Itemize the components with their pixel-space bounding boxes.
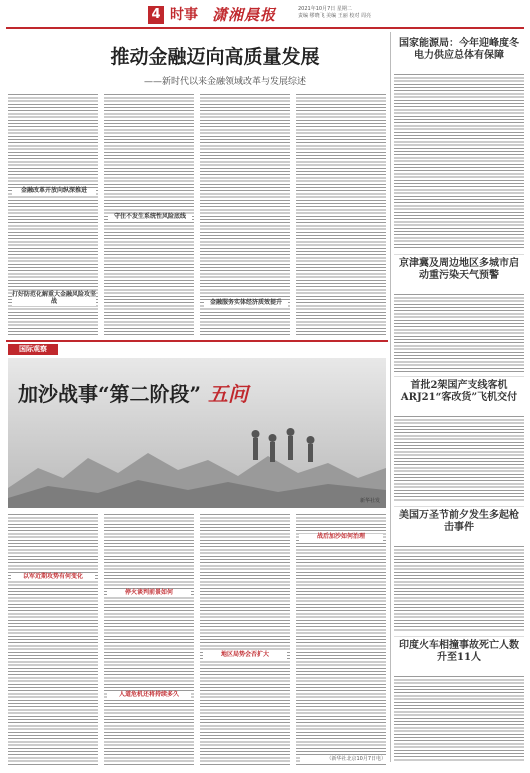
masthead-logo: 潇湘晨报 [212,6,277,24]
lead-body [8,92,388,337]
feature-subhead-4: 地区局势会否扩大 [203,652,287,659]
right-column [394,34,524,764]
lead-subhead-2: 守住不发生系统性风险底线 [108,214,192,221]
story4-title: 美国万圣节前夕发生多起枪击事件 [399,510,519,533]
feature-body [8,512,388,767]
section-name: 时事 [170,7,198,23]
story1-title: 国家能源局：今年迎峰度冬电力供应总体有保障 [399,38,519,61]
story4-body [394,544,524,632]
lead-subhead-3: 金融服务实体经济质效提升 [204,300,288,307]
story5-title: 印度火车相撞事故死亡人数升至11人 [399,640,519,663]
issue-date: 2021年10月7日 星期二 [298,6,352,12]
header-bar [148,6,518,28]
feature-column-3 [200,512,290,767]
feature-subhead-2: 停火谈判前景如何 [107,590,191,597]
lead-subhead-4: 打好防范化解重大金融风险攻坚战 [12,291,97,305]
lead-subtitle: ——新时代以来金融领域改革与发展综述 [143,77,306,87]
story2-body [394,292,524,372]
story-divider [394,506,524,507]
photo-caption: 新华社发 [359,498,380,504]
feature-photo [8,358,386,508]
story5-body [394,674,524,762]
feature-subhead-5: 战后加沙如何治理 [299,534,383,541]
feature-top-rule [6,340,388,342]
header-rule [6,27,524,29]
story2-title: 京津冀及周边地区多城市启动重污染天气预警 [399,258,519,281]
story3-title: 首批2架国产支线客机ARJ21“客改货”飞机交付 [400,380,518,403]
feature-subhead-1: 以军近期攻势有何变化 [11,574,95,581]
feature-title-accent: 五问 [207,382,248,406]
feature-title-main: 加沙战事“第二阶段” [18,382,202,406]
story3-body [394,414,524,502]
feature-subhead-3: 人道危机还将持续多久 [107,692,191,699]
page-number: 4 [148,6,164,24]
feature-band-label: 国际观察 [8,344,58,355]
feature-title [18,378,248,407]
story-divider [394,254,524,255]
story-divider [394,636,524,637]
lead-subhead-1: 金融改革开放向纵深推进 [12,188,96,195]
column-divider [390,32,391,762]
lead-column-4 [296,92,386,337]
editor-credits: 责编 缪晓飞 美编 王丽 校对 周亮 [298,13,371,19]
feature-column-4 [296,512,386,767]
feature-column-1 [8,512,98,767]
dateline-note: （新华社北京10月7日电） [300,756,386,762]
story1-body [394,72,524,250]
story-divider [394,376,524,377]
feature-column-2 [104,512,194,767]
rubble-scene-illustration [8,418,386,508]
lead-title: 推动金融迈向高质量发展 [110,46,320,68]
